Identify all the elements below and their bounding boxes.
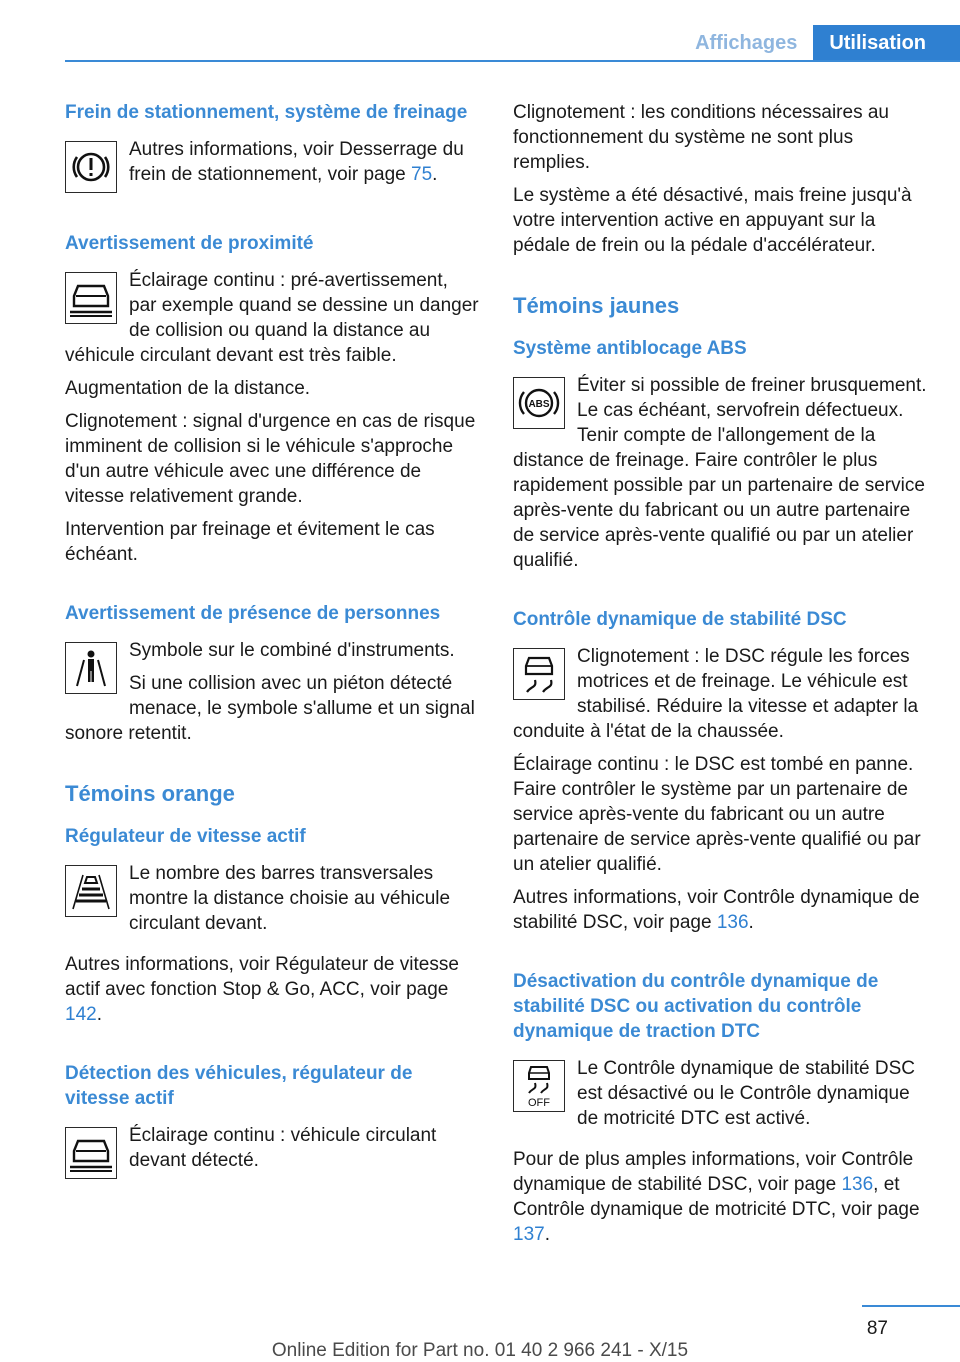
heading-personnes: Avertissement de présence de personnes xyxy=(65,603,441,624)
personnes-block xyxy=(65,638,480,746)
frein-text xyxy=(65,137,480,187)
proximite-p2: Augmentation de la distance. xyxy=(65,378,311,399)
heading-temoins-orange: Témoins orange xyxy=(65,781,235,806)
dsc-p2: Éclairage continu : le DSC est tombé en panne. Faire contrôler le système par un partenaire de service après-vente du fabricant ou un autre partenaire de service après-vente qualifié ou par un atelier qualifié. xyxy=(513,754,921,875)
tab-utilisation[interactable]: Utilisation xyxy=(813,25,960,62)
detection-p1: Éclairage continu : véhicule circulant devant détecté. xyxy=(129,1125,437,1171)
heading-regulateur: Régulateur de vitesse actif xyxy=(65,826,306,847)
dsc-p3 xyxy=(513,885,928,935)
regulateur-p2-end: . xyxy=(96,1004,102,1025)
heading-detection: Détection des véhicules, régulateur de vitesse actif xyxy=(65,1063,413,1109)
detection-block xyxy=(65,1123,480,1183)
header-rule xyxy=(65,60,960,62)
abs-block xyxy=(513,373,928,573)
personnes-p1: Symbole sur le combiné d'instruments. xyxy=(129,640,455,661)
abs-p1: Éviter si possible de freiner brusquement. Le cas échéant, servofrein défectueux. Tenir compte de l'allongement de la distance de freinage. Faire contrôler le plus rapidement possible par un partenaire de service après-vente du fabricant ou un autre partenaire de service après-vente qualifié ou par un atelier qualifié. xyxy=(513,375,927,571)
dsc-p3-text: Autres informations, voir Contrôle dynamique de stabilité DSC, voir page xyxy=(513,887,920,933)
regulateur-p1: Le nombre des barres transversales montre la distance choisie au véhicule circulant devant. xyxy=(129,863,451,934)
tab-affichages[interactable]: Affichages xyxy=(695,32,798,54)
desactive-text: Le système a été désactivé, mais freine jusqu'à votre intervention active en appuyant sur la pédale de frein ou la pédale d'accélérateur. xyxy=(513,185,912,256)
heading-frein: Frein de stationnement, système de freinage xyxy=(65,102,468,123)
page-number: 87 xyxy=(866,1318,888,1339)
page-link-137[interactable]: 137 xyxy=(513,1224,545,1245)
dtc-p2-text-a: Pour de plus amples informations, voir Contrôle dynamique de stabilité DSC, voir page xyxy=(513,1149,914,1195)
proximite-block xyxy=(65,268,480,368)
section-dtc xyxy=(513,969,928,1247)
section-detection xyxy=(65,1061,480,1183)
frein-text-end: . xyxy=(432,164,438,185)
dsc-p3-end: . xyxy=(748,912,754,933)
frein-text-part: Autres informations, voir Desserrage du frein de stationnement, voir page xyxy=(129,139,464,185)
section-personnes xyxy=(65,601,480,746)
proximite-p3: Clignotement : signal d'urgence en cas de risque imminent de collision si le véhicule s'approche d'un autre véhicule avec une différence de vitesse relativement grande. xyxy=(65,411,476,507)
dsc-block xyxy=(513,644,928,744)
skid-car-off-icon xyxy=(513,1060,565,1112)
regulateur-block xyxy=(65,861,480,944)
section-regulateur xyxy=(65,824,480,1027)
dtc-p2 xyxy=(513,1147,928,1247)
parking-brake-icon xyxy=(65,141,117,193)
page-number-rule xyxy=(862,1305,960,1307)
clignotement-text: Clignotement : les conditions nécessaires au fonctionnement du système ne sont plus remplies. xyxy=(513,102,889,173)
proximite-p1: Éclairage continu : pré-avertissement, par exemple quand se dessine un danger de collision ou quand la distance au véhicule circulant devant est très faible. xyxy=(65,270,479,366)
regulateur-p2 xyxy=(65,952,480,1027)
page-link-136b[interactable]: 136 xyxy=(841,1174,874,1195)
section-proximite xyxy=(65,231,480,567)
dtc-p2-end: . xyxy=(544,1224,550,1245)
proximite-p4: Intervention par freinage et évitement le cas échéant. xyxy=(65,519,435,565)
heading-proximite: Avertissement de proximité xyxy=(65,233,314,254)
dtc-p1: Le Contrôle dynamique de stabilité DSC est désactivé ou le Contrôle dynamique de motricité DTC est activé. xyxy=(577,1058,915,1129)
heading-dtc: Désactivation du contrôle dynamique de stabilité DSC ou activation du contrôle dynamique de traction DTC xyxy=(513,971,879,1042)
section-abs xyxy=(513,336,928,573)
off-icon-label: OFF xyxy=(528,1097,550,1109)
car-front-icon xyxy=(65,1127,117,1179)
abs-icon xyxy=(513,377,565,429)
page-link-136[interactable]: 136 xyxy=(716,912,749,933)
dtc-block xyxy=(513,1056,928,1139)
frein-block xyxy=(65,137,480,197)
personnes-p2: Si une collision avec un piéton détecté menace, le symbole s'allume et un signal sonore retentit. xyxy=(65,673,475,744)
section-frein xyxy=(65,100,480,197)
distance-bars-icon xyxy=(65,865,117,917)
dsc-p1: Clignotement : le DSC régule les forces motrices et de freinage. Le véhicule est stabilisé. Réduire la vitesse et adapter la conduite à l'état de la chaussée. xyxy=(513,646,919,742)
chapter-tabs xyxy=(679,25,960,62)
dtc-p2-text-b: , et Contrôle dynamique de motricité DTC, voir page xyxy=(513,1174,920,1220)
regulateur-p2-text: Autres informations, voir Régulateur de vitesse actif avec fonction Stop & Go, ACC, voir page xyxy=(65,954,459,1000)
abs-icon-label: ABS xyxy=(528,399,550,410)
left-column xyxy=(65,100,480,1217)
section-dsc xyxy=(513,607,928,935)
edition-footer: Online Edition for Part no. 01 40 2 966 241 - X/15 xyxy=(271,1340,689,1361)
page-link-75[interactable]: 75 xyxy=(411,164,433,185)
pedestrian-icon xyxy=(65,642,117,694)
right-column xyxy=(513,100,928,1281)
car-front-icon xyxy=(65,272,117,324)
page-link-142[interactable]: 142 xyxy=(65,1004,97,1025)
heading-dsc: Contrôle dynamique de stabilité DSC xyxy=(513,609,847,630)
heading-abs: Système antiblocage ABS xyxy=(513,338,747,359)
skid-car-icon xyxy=(513,648,565,700)
heading-temoins-jaunes: Témoins jaunes xyxy=(513,293,680,318)
